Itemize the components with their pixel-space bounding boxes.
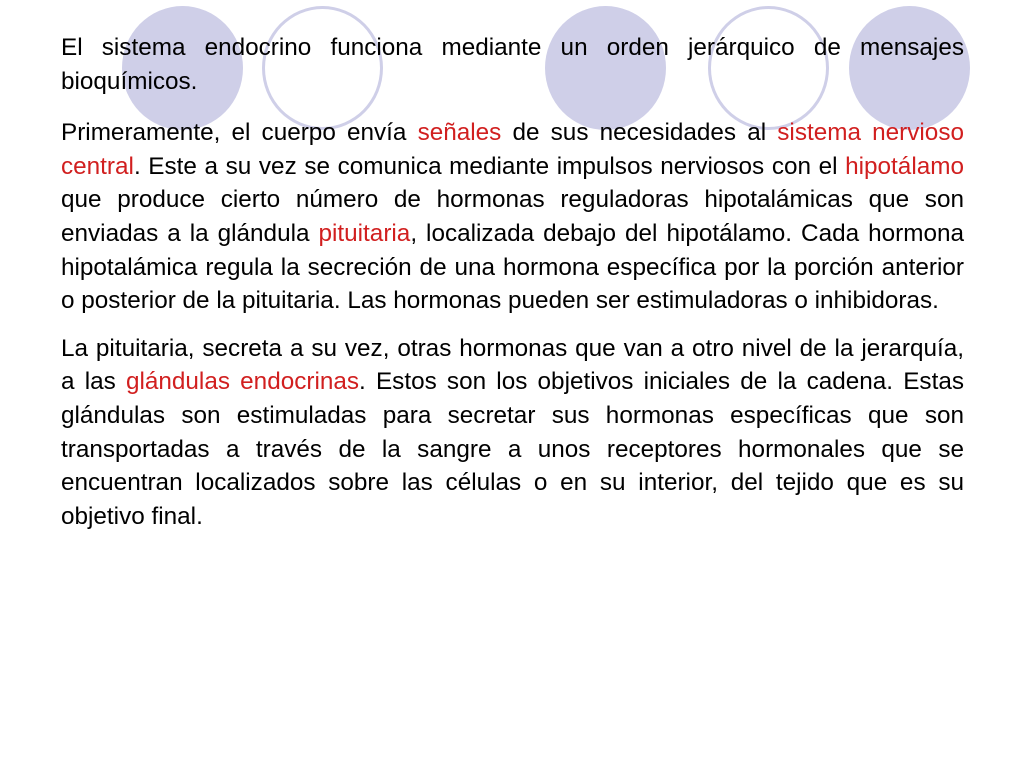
slide-body bbox=[61, 31, 964, 533]
text-segment: que produce cierto número de hormonas reguladoras hipotalámicas que son enviadas a la glándula bbox=[61, 186, 964, 247]
highlighted-term: señales bbox=[417, 119, 502, 147]
highlighted-term: sistema nervioso central bbox=[61, 119, 964, 180]
text-segment: . Este a su vez se comunica mediante impulsos nerviosos con el bbox=[133, 152, 846, 180]
paragraph-intro bbox=[61, 31, 964, 98]
highlighted-term: hipotálamo bbox=[845, 152, 964, 180]
highlighted-term: pituitaria bbox=[318, 219, 411, 247]
text-segment: . Estos son los objetivos iniciales de la cadena. Estas glándulas son estimuladas para secretar sus hormonas específicas que son transportadas a través de la sangre a unos receptores hormonales que se encuentran localizados sobre las células o en su interior, del tejido que es su objetivo final. bbox=[61, 368, 964, 530]
paragraph-nervous-system bbox=[61, 116, 964, 318]
highlighted-term: glándulas endocrinas bbox=[125, 368, 360, 396]
text-segment: , localizada debajo del hipotálamo. Cada hormona hipotalámica regula la secreción de una hormona específica por la porción anterior o posterior de la pituitaria. Las hormonas pueden ser estimuladoras o inhibidoras. bbox=[61, 219, 964, 315]
text-segment: Primeramente, el cuerpo envía bbox=[61, 119, 418, 147]
paragraph-pituitary bbox=[61, 332, 964, 534]
text-segment: La pituitaria, secreta a su vez, otras hormonas que van a otro nivel de la jerarquía, a las bbox=[61, 334, 964, 396]
text-segment: de sus necesidades al bbox=[501, 119, 778, 147]
text-segment: El sistema endocrino funciona mediante un orden jerárquico de mensajes bioquímicos. bbox=[61, 34, 964, 95]
